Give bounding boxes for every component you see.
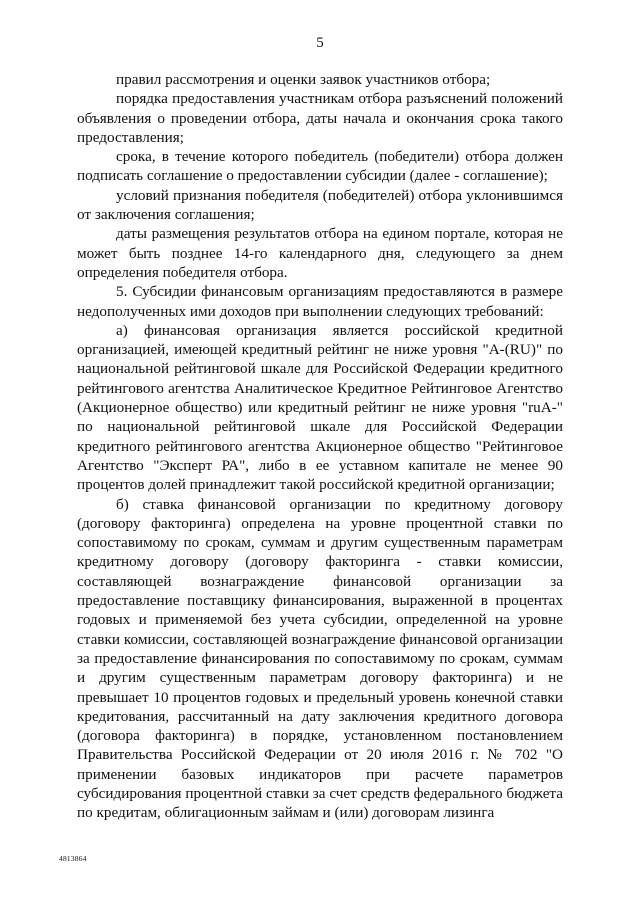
paragraph-agreement-deadline: срока, в течение которого победитель (победители) отбора должен подписать соглашение о предоставлении субсидии (далее - соглашение); xyxy=(77,148,563,185)
paragraph-item-a: а) финансовая организация является российской кредитной организацией, имеющей кредитный рейтинг не ниже уровня "A-(RU)" по национальной рейтинговой шкале для Российской Федерации кредитного рейтингового агентства Аналитическое Кредитное Рейтинговое Агентство (Акционерное общество) или кредитный рейтинг не ниже уровня "ruA-" по национальной рейтинговой шкале для Российской Федерации кредитного рейтингового агентства Акционерное общество "Рейтинговое Агентство "Эксперт РА", либо в ее уставном капитале не менее 90 процентов долей принадлежит такой российской кредитной организации; xyxy=(77,321,563,494)
paragraph-evasion-conditions: условий признания победителя (победителей) отбора уклонившимся от заключения соглашения; xyxy=(77,186,563,224)
document-code: 4813864 xyxy=(59,854,87,863)
paragraph-rules-review: правил рассмотрения и оценки заявок участников отбора; xyxy=(116,71,491,88)
paragraph-results-publication: даты размещения результатов отбора на едином портале, которая не может быть позднее 14-го календарного дня, следующего за днем определения победителя отбора. xyxy=(77,225,563,281)
document-body xyxy=(77,70,563,823)
paragraph-section-5: 5. Субсидии финансовым организациям предоставляются в размере недополученных ими доходов при выполнении следующих требований: xyxy=(77,283,563,320)
page-number: 5 xyxy=(316,35,324,51)
paragraph-item-b: б) ставка финансовой организации по кредитному договору (договору факторинга) определена на уровне процентной ставки по сопоставимому по срокам, суммам и другим существенным параметрам кредитному договору (договору факторинга - ставки комиссии, составляющей вознаграждение финансовой организации за предоставление поставщику финансирования, выраженной в процентах годовых и применяемой без учета субсидии, определенной на уровне ставки комиссии, составляющей вознаграждение финансовой организации за предоставление финансирования по сопоставимому по срокам, суммам и другим существенным параметрам договору факторинга) и не превышает 10 процентов годовых и предельный уровень конечной ставки кредитования, рассчитанный на дату заключения кредитного договора (договора факторинга) в порядке, установленном постановлением Правительства Российской Федерации от 20 июля 2016 г. № 702 "О применении базовых индикаторов при расчете параметров субсидирования процентной ставки за счет средств федерального бюджета по кредитам, облигационным займам и (или) договорам лизинга xyxy=(77,495,563,822)
paragraph-clarifications: порядка предоставления участникам отбора разъяснений положений объявления о проведении отбора, даты начала и окончания срока такого предоставления; xyxy=(77,90,563,146)
